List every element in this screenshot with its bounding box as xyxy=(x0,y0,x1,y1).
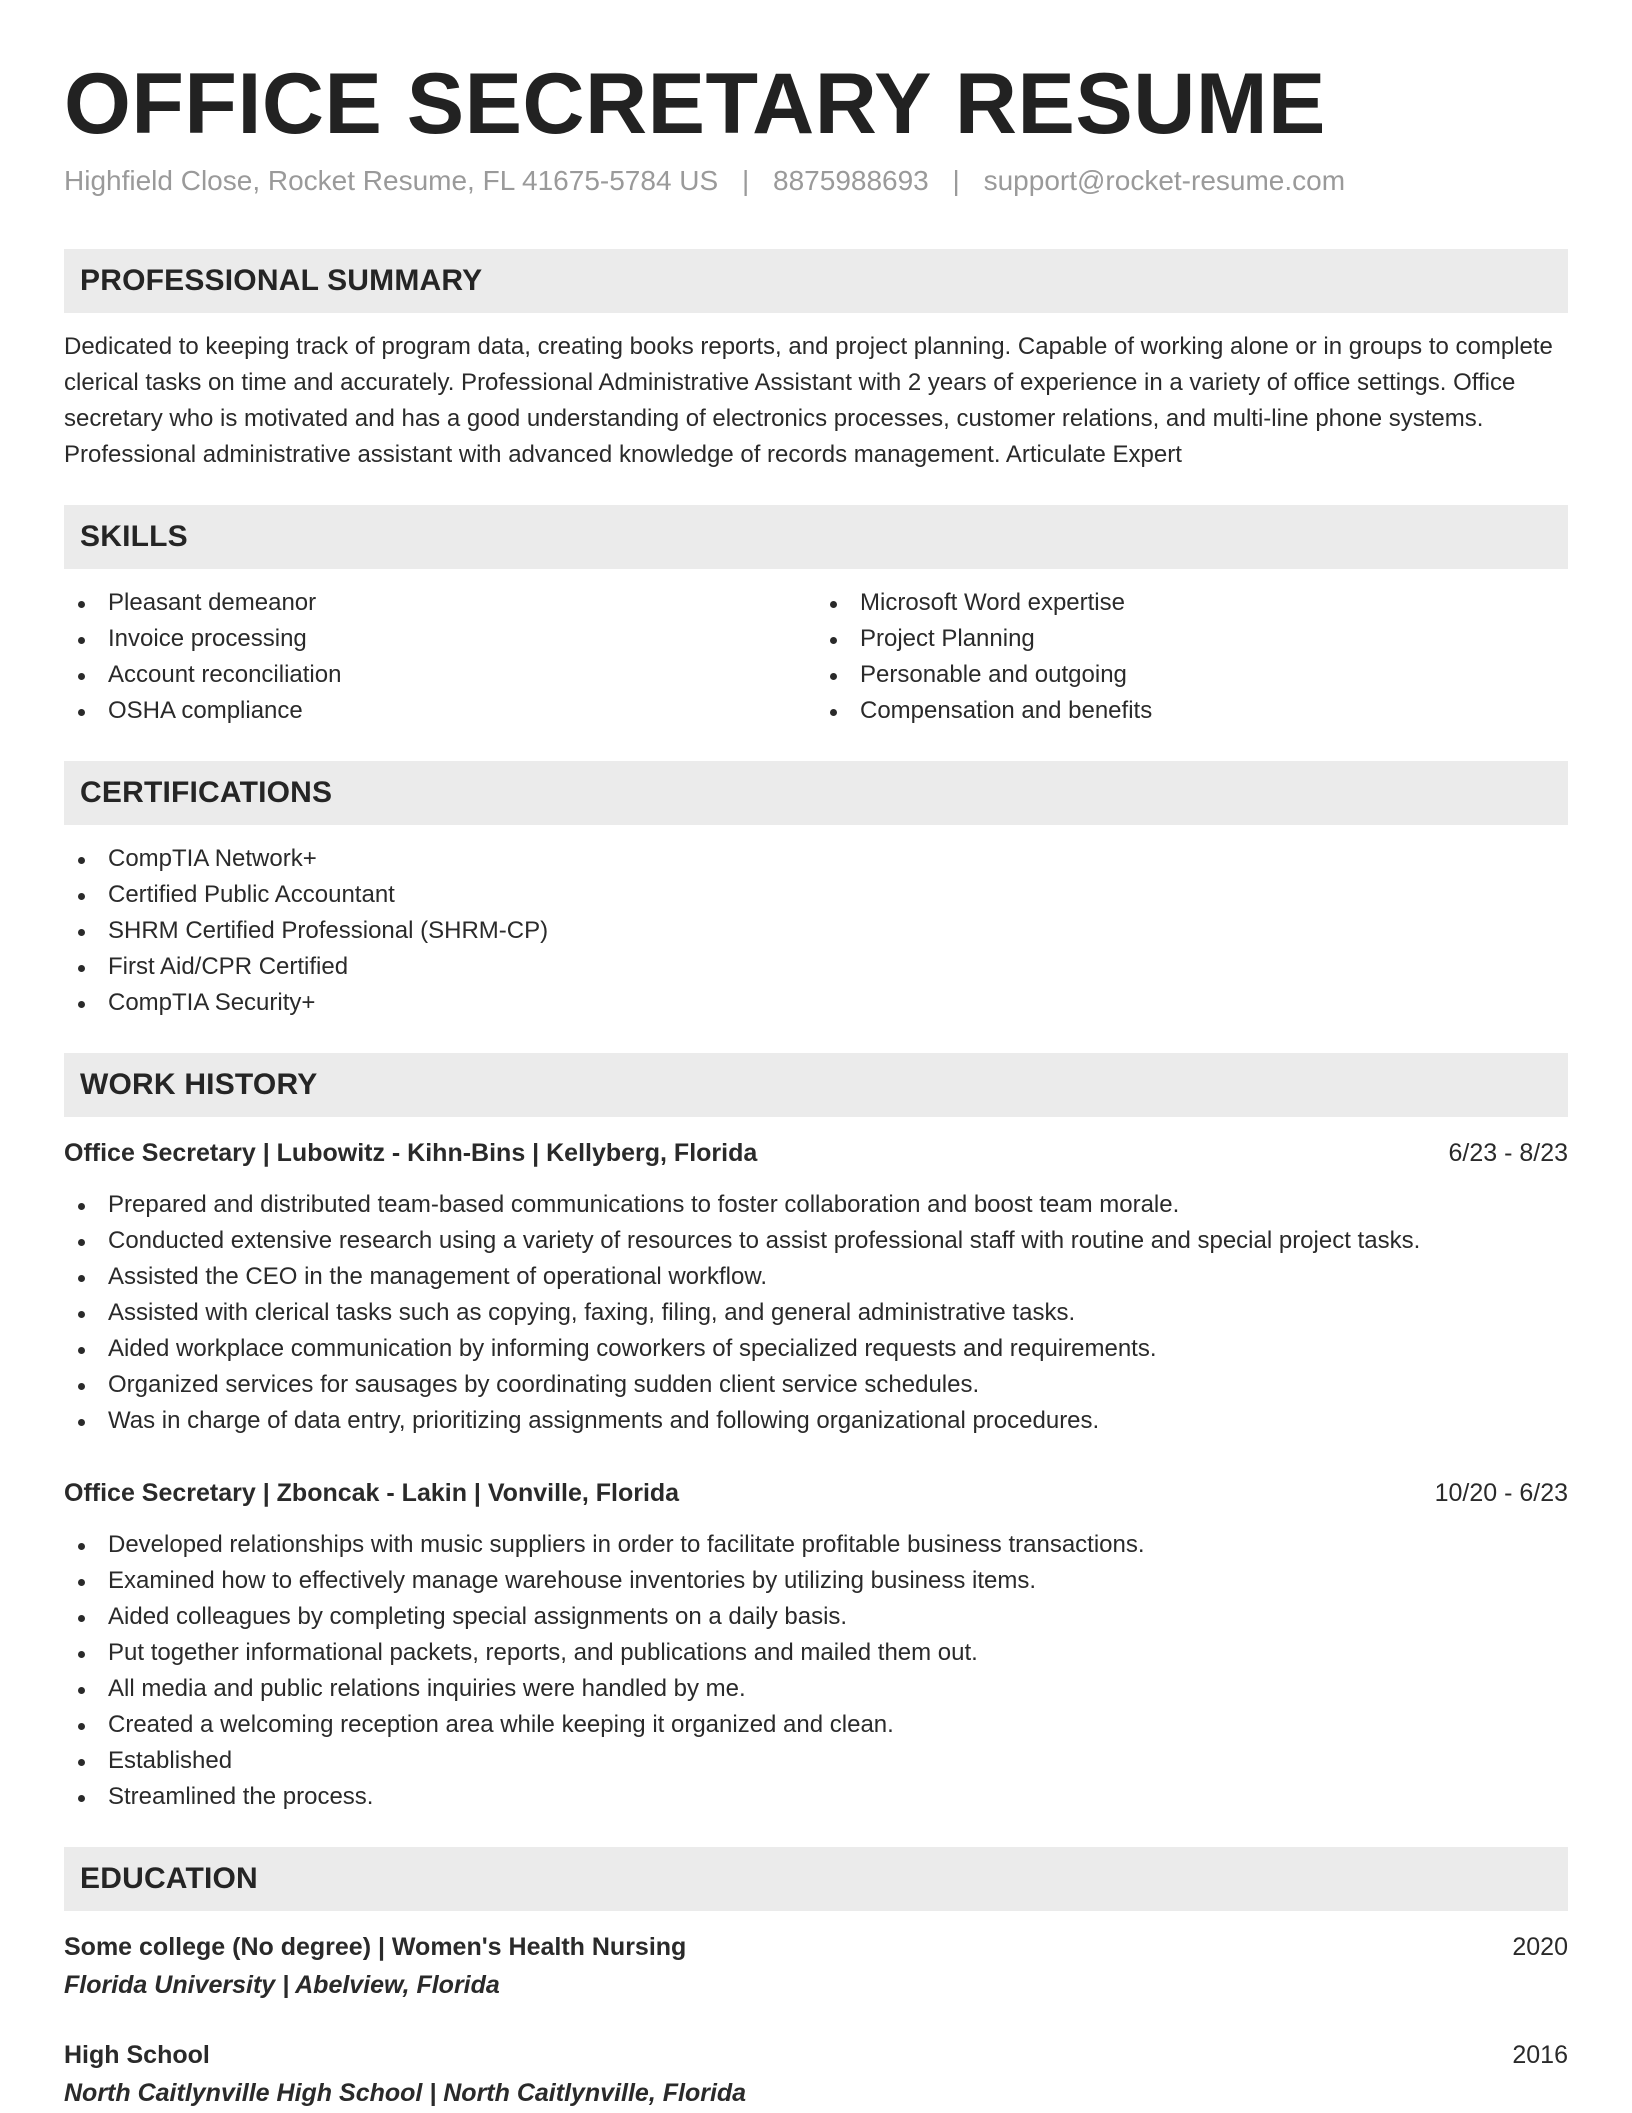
contact-phone: 8875988693 xyxy=(773,164,929,196)
certification-item: CompTIA Security+ xyxy=(64,985,1568,1021)
skill-item: Project Planning xyxy=(816,621,1568,657)
job-heading-row xyxy=(64,1475,1568,1511)
certification-item: CompTIA Network+ xyxy=(64,841,1568,877)
education-year: 2016 xyxy=(1512,2040,1568,2069)
section-header-education: EDUCATION xyxy=(64,1847,1568,1911)
skill-item: Account reconciliation xyxy=(64,657,816,693)
education-degree: Some college (No degree) | Women's Health Nursing xyxy=(64,1932,687,1961)
contact-separator: | xyxy=(741,164,750,196)
contact-email: support@rocket-resume.com xyxy=(983,164,1346,196)
education-heading-row xyxy=(64,1929,1568,1965)
education-school: North Caitlynville High School | North Caitlynville, Florida xyxy=(64,2078,747,2107)
job-bullet: Aided colleagues by completing special assignments on a daily basis. xyxy=(64,1599,1568,1635)
job-dates: 6/23 - 8/23 xyxy=(1448,1138,1568,1167)
skill-item: Invoice processing xyxy=(64,621,816,657)
section-header-professional-summary: PROFESSIONAL SUMMARY xyxy=(64,249,1568,313)
contact-address: Highfield Close, Rocket Resume, FL 41675-5784 US xyxy=(64,164,719,196)
job-bullet: Aided workplace communication by informing coworkers of specialized requests and requirements. xyxy=(64,1331,1568,1367)
education-school: Florida University | Abelview, Florida xyxy=(64,1970,500,1999)
skill-item: Microsoft Word expertise xyxy=(816,585,1568,621)
job-bullet: Organized services for sausages by coordinating sudden client service schedules. xyxy=(64,1367,1568,1403)
job-bullet: Conducted extensive research using a variety of resources to assist professional staff with routine and special project tasks. xyxy=(64,1223,1568,1259)
contact-separator: | xyxy=(952,164,960,196)
section-header-skills: SKILLS xyxy=(64,505,1568,569)
skill-item: Pleasant demeanor xyxy=(64,585,816,621)
job-bullet: Streamlined the process. xyxy=(64,1779,1568,1815)
skill-item: Compensation and benefits xyxy=(816,693,1568,729)
job-bullet: Assisted the CEO in the management of operational workflow. xyxy=(64,1259,1568,1295)
job-bullet: Developed relationships with music suppliers in order to facilitate profitable business transactions. xyxy=(64,1527,1568,1563)
job-bullets xyxy=(64,1527,1568,1815)
skill-item: OSHA compliance xyxy=(64,693,816,729)
job-bullets xyxy=(64,1187,1568,1439)
certification-item: SHRM Certified Professional (SHRM-CP) xyxy=(64,913,1568,949)
job-heading-row xyxy=(64,1135,1568,1171)
job-title: Office Secretary | Zboncak - Lakin | Vonville, Florida xyxy=(64,1478,680,1507)
job-bullet: Prepared and distributed team-based communications to foster collaboration and boost team morale. xyxy=(64,1187,1568,1223)
job-bullet: Established xyxy=(64,1743,1568,1779)
education-year: 2020 xyxy=(1512,1932,1568,1961)
certification-item: Certified Public Accountant xyxy=(64,877,1568,913)
certification-item: First Aid/CPR Certified xyxy=(64,949,1568,985)
job-bullet: Examined how to effectively manage warehouse inventories by utilizing business items. xyxy=(64,1563,1568,1599)
skill-item: Personable and outgoing xyxy=(816,657,1568,693)
section-header-work-history: WORK HISTORY xyxy=(64,1053,1568,1117)
skills-column-right xyxy=(816,585,1568,729)
summary-text: Dedicated to keeping track of program data, creating books reports, and project planning. Capable of working alone or in groups to complete clerical tasks on time and accurately. Professional Administrative Assistant with 2 years of experience in a variety of office settings. Office secretary who is motivated and has a good understanding of electronics processes, customer relations, and multi-line phone systems. Professional administrative assistant with advanced knowledge of records management. Articulate Expert xyxy=(64,332,1553,468)
education-entry xyxy=(64,1929,1568,2005)
job-entry xyxy=(64,1135,1568,1439)
job-title: Office Secretary | Lubowitz - Kihn-Bins | Kellyberg, Florida xyxy=(64,1138,758,1167)
section-header-certifications: CERTIFICATIONS xyxy=(64,761,1568,825)
certifications-list xyxy=(64,841,1568,1021)
resume-title: OFFICE SECRETARY RESUME xyxy=(64,56,1326,152)
education-entry xyxy=(64,2037,1568,2113)
job-bullet: Assisted with clerical tasks such as copying, faxing, filing, and general administrative tasks. xyxy=(64,1295,1568,1331)
education-heading-row xyxy=(64,2037,1568,2073)
skills-column-left xyxy=(64,585,816,729)
job-bullet: Created a welcoming reception area while keeping it organized and clean. xyxy=(64,1707,1568,1743)
job-entry xyxy=(64,1475,1568,1815)
contact-line xyxy=(64,165,1568,197)
job-bullet: All media and public relations inquiries were handled by me. xyxy=(64,1671,1568,1707)
education-degree: High School xyxy=(64,2040,210,2069)
job-bullet: Was in charge of data entry, prioritizing assignments and following organizational procedures. xyxy=(64,1403,1568,1439)
job-dates: 10/20 - 6/23 xyxy=(1434,1478,1568,1507)
skills-list xyxy=(64,585,1568,729)
job-bullet: Put together informational packets, reports, and publications and mailed them out. xyxy=(64,1635,1568,1671)
